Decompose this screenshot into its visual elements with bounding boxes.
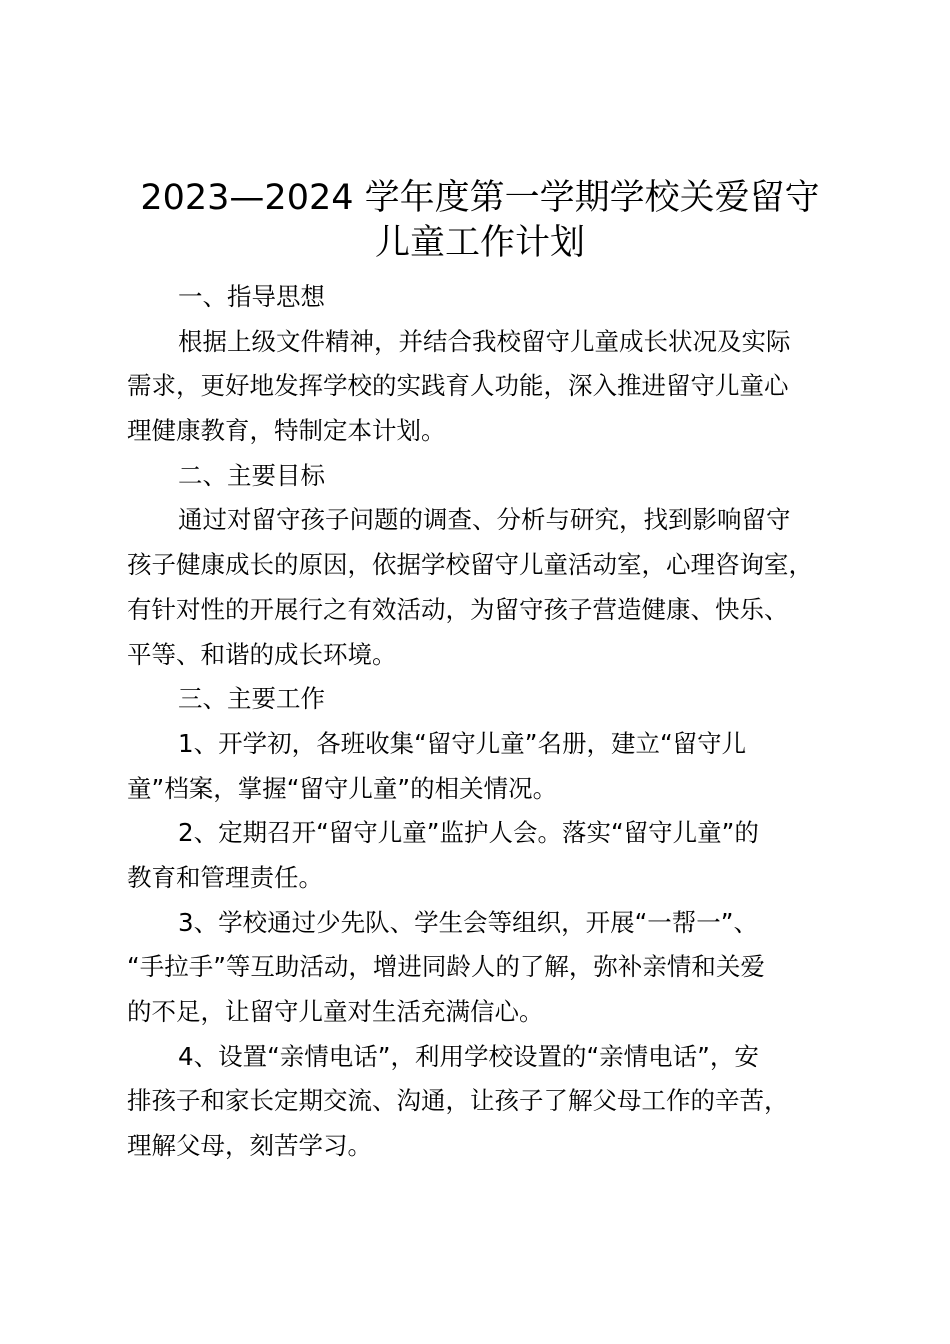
list-item-line: 理解父母，刻苦学习。 — [127, 1131, 372, 1161]
section-heading-guiding-ideology: 一、指导思想 — [178, 282, 325, 311]
list-item-line: 4、设置“亲情电话”，利用学校设置的“亲情电话”，安 — [178, 1041, 759, 1071]
list-item-line: 3、学校通过少先队、学生会等组织，开展“一帮一”、 — [178, 907, 758, 937]
paragraph-line: 孩子健康成长的原因，依据学校留守儿童活动室，心理咨询室， — [127, 550, 813, 580]
section-heading-main-work: 三、主要工作 — [178, 684, 325, 714]
list-item-line: 的不足，让留守儿童对生活充满信心。 — [127, 997, 544, 1026]
list-item-line: 1、开学初，各班收集“留守儿童”名册，建立“留守儿 — [178, 728, 747, 758]
title-line: 儿童工作计划 — [374, 222, 585, 263]
title-line: 2023—2024 学年度第一学期学校关爱留守 — [140, 178, 820, 218]
paragraph-line: 有针对性的开展行之有效活动，为留守孩子营造健康、快乐、 — [127, 594, 789, 624]
document-body — [127, 275, 857, 1169]
paragraph-line: 需求，更好地发挥学校的实践育人功能，深入推进留守儿童心 — [127, 371, 789, 401]
section-heading-main-goals: 二、主要目标 — [178, 460, 325, 490]
list-item-line: 童”档案，掌握“留守儿童”的相关情况。 — [127, 773, 558, 803]
list-item-line: 2、定期召开“留守儿童”监护人会。落实“留守儿童”的 — [178, 818, 759, 848]
paragraph-line: 平等、和谐的成长环境。 — [127, 639, 397, 669]
list-item-line: 教育和管理责任。 — [127, 862, 323, 892]
paragraph-line: 根据上级文件精神，并结合我校留守儿童成长状况及实际 — [178, 326, 791, 356]
document-title — [120, 172, 840, 261]
list-item-line: “手拉手”等互助活动，增进同龄人的了解，弥补亲情和关爱 — [127, 952, 765, 982]
paragraph-line: 通过对留守孩子问题的调查、分析与研究，找到影响留守 — [178, 505, 791, 535]
paragraph-line: 理健康教育，特制定本计划。 — [127, 416, 446, 446]
list-item-line: 排孩子和家长定期交流、沟通，让孩子了解父母工作的辛苦， — [127, 1086, 789, 1116]
